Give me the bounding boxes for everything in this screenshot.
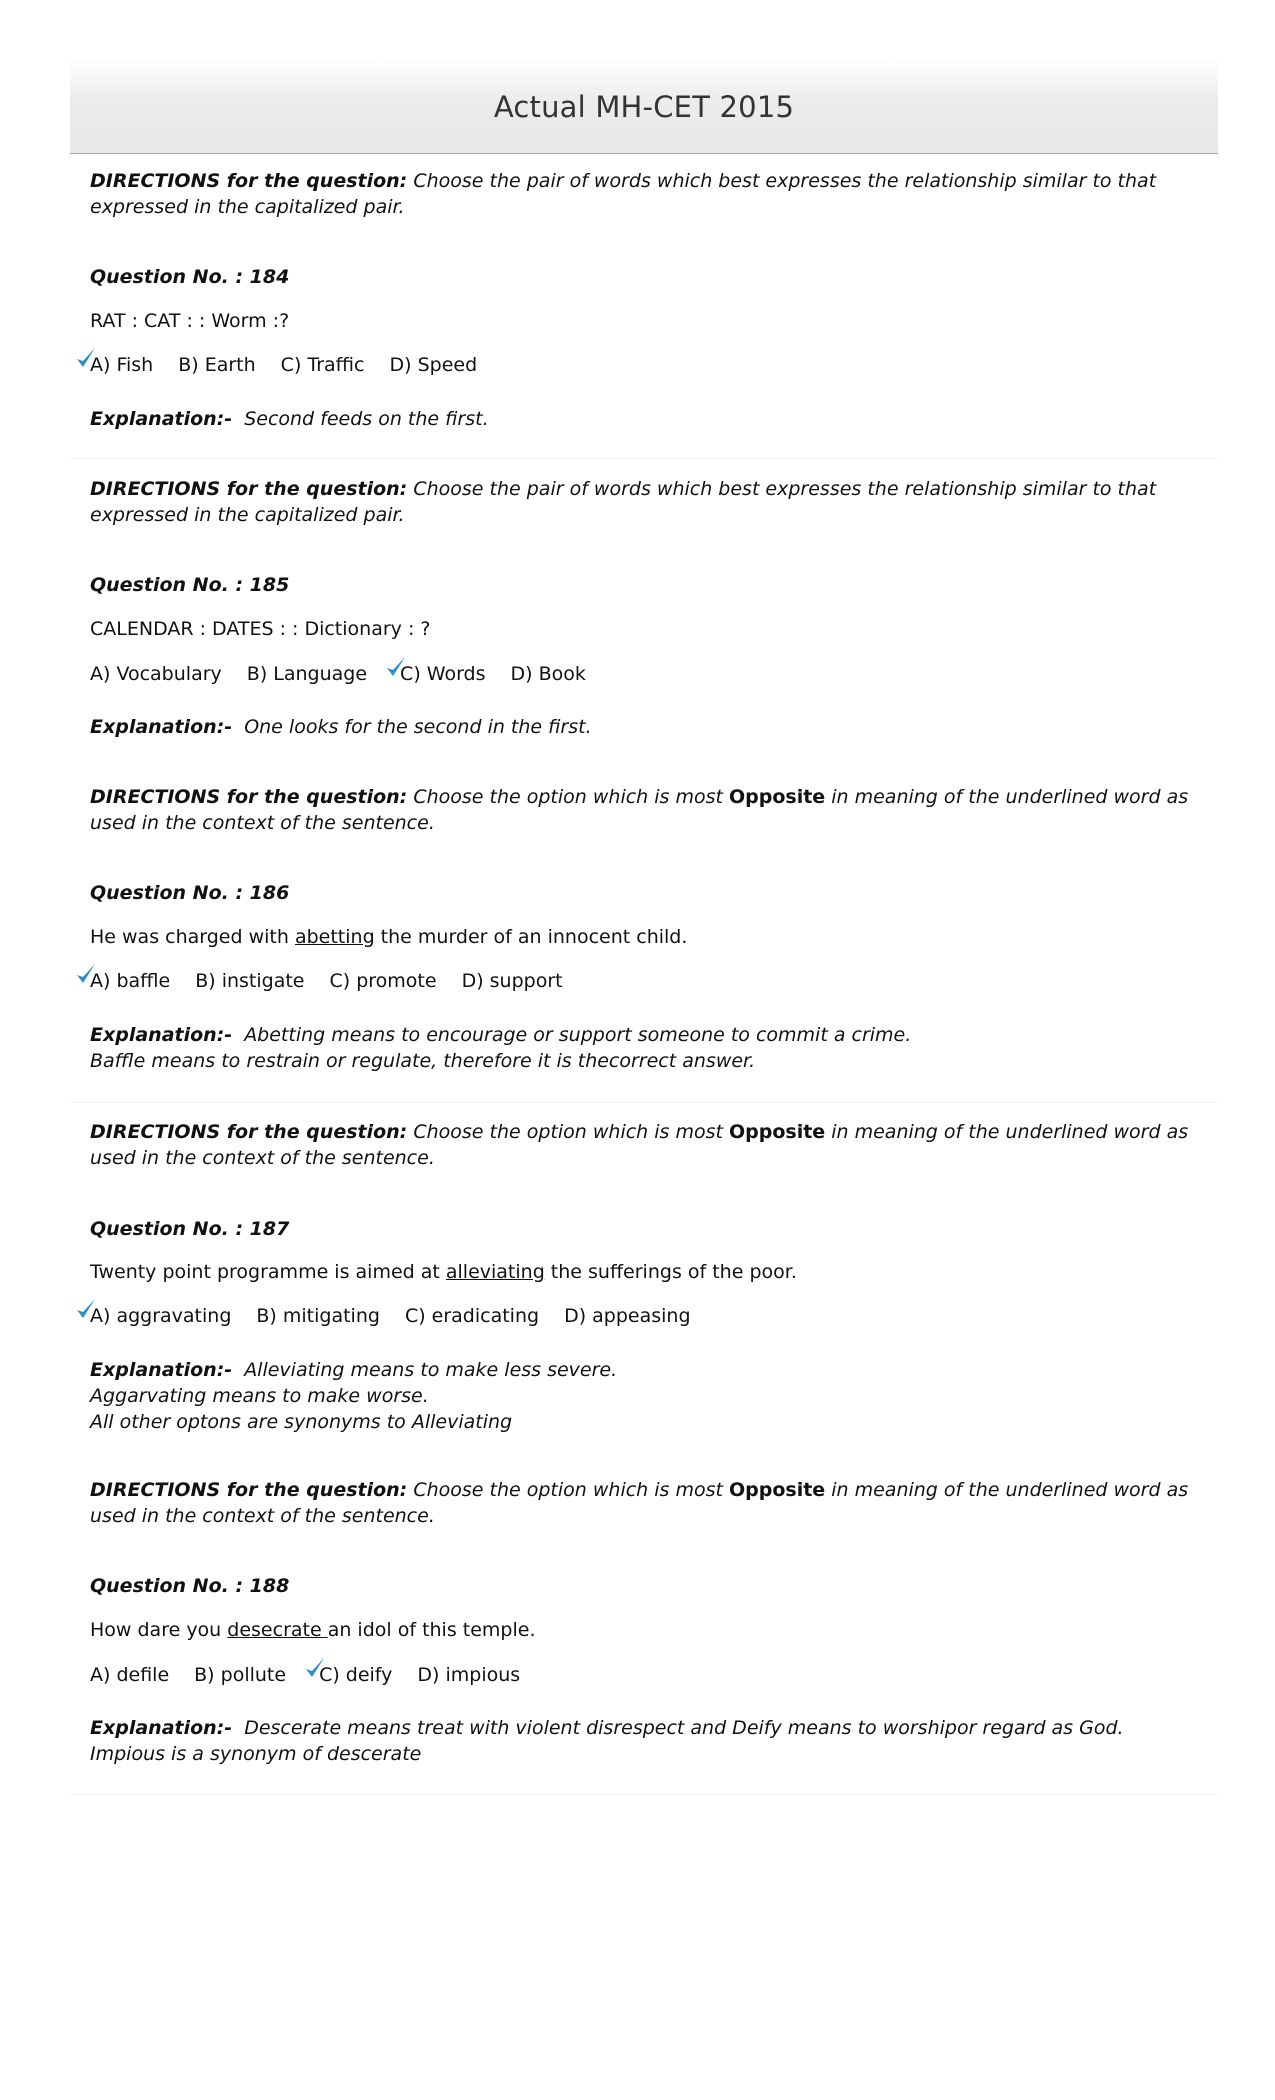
option-c xyxy=(281,354,365,376)
directions-label: DIRECTIONS for the question: xyxy=(90,786,408,808)
directions-text: Choose the pair of words which best expresses the relationship similar to that expressed in the capitalized pair. xyxy=(90,170,1157,218)
stem-text: Twenty point programme is aimed at xyxy=(90,1261,446,1283)
explanation xyxy=(90,1022,911,1074)
explanation-line: Descerate means treat with violent disrespect and Deify means to worshipor regard as God. xyxy=(244,1717,1124,1739)
answer-options xyxy=(90,970,588,992)
explanation-line-3: All other optons are synonyms to Alleviating xyxy=(90,1411,513,1433)
directions-text: in meaning of the underlined word as used in the context of the sentence. xyxy=(90,1121,1189,1169)
correct-check-icon xyxy=(75,962,97,986)
directions-keyword: Opposite xyxy=(729,1121,826,1143)
option-d xyxy=(462,970,563,992)
option-b xyxy=(178,354,255,376)
explanation-line-2: Baffle means to restrain or regulate, therefore it is thecorrect answer. xyxy=(90,1050,756,1072)
option-c xyxy=(319,1664,392,1686)
question-block-185 xyxy=(90,476,1200,738)
option-c xyxy=(405,1305,539,1327)
option-d xyxy=(564,1305,690,1327)
question-block-184 xyxy=(90,168,1200,430)
explanation-label: Explanation:- xyxy=(90,1024,233,1046)
option-a xyxy=(90,663,222,685)
option-d xyxy=(417,1664,520,1686)
stem-text: the murder of an innocent child. xyxy=(374,926,688,948)
directions xyxy=(90,1477,1200,1529)
explanation xyxy=(90,406,489,432)
question-number: Question No. : 186 xyxy=(90,882,290,904)
option-a xyxy=(90,970,170,992)
directions-label: DIRECTIONS for the question: xyxy=(90,170,408,192)
option-a xyxy=(90,354,153,376)
explanation-line: Alleviating means to make less severe. xyxy=(244,1359,618,1381)
directions-text: Choose the option which is most xyxy=(407,1121,729,1143)
option-label: B) mitigating xyxy=(256,1305,380,1327)
stem-text: How dare you xyxy=(90,1619,228,1641)
directions-text: Choose the pair of words which best expresses the relationship similar to that expressed in the capitalized pair. xyxy=(90,478,1157,526)
directions-text: Choose the option which is most xyxy=(407,1479,729,1501)
option-c xyxy=(400,663,485,685)
option-label: A) aggravating xyxy=(90,1305,232,1327)
question-number: Question No. : 188 xyxy=(90,1575,290,1597)
directions xyxy=(90,476,1200,528)
option-label: D) support xyxy=(461,970,563,992)
option-label: B) pollute xyxy=(194,1664,287,1686)
stem-text: the sufferings of the poor. xyxy=(544,1261,797,1283)
directions-keyword: Opposite xyxy=(729,786,826,808)
explanation-line: Abetting means to encourage or support someone to commit a crime. xyxy=(244,1024,912,1046)
question-number: Question No. : 185 xyxy=(90,574,290,596)
option-label: C) Traffic xyxy=(280,354,365,376)
option-label: A) Fish xyxy=(90,354,154,376)
explanation-label: Explanation:- xyxy=(90,1717,233,1739)
directions-keyword: Opposite xyxy=(729,1479,826,1501)
underlined-word: desecrate xyxy=(227,1619,328,1641)
stem-text: an idol of this temple. xyxy=(327,1619,536,1641)
option-label: A) baffle xyxy=(90,970,171,992)
option-label: B) Language xyxy=(246,663,368,685)
question-block-187 xyxy=(90,1119,1200,1433)
explanation xyxy=(90,1357,617,1435)
page-header xyxy=(70,58,1218,154)
answer-options xyxy=(90,1305,716,1327)
stem-text: He was charged with xyxy=(90,926,295,948)
option-b xyxy=(194,1664,286,1686)
question-number: Question No. : 184 xyxy=(90,266,290,288)
option-b xyxy=(256,1305,380,1327)
option-a xyxy=(90,1305,231,1327)
answer-options xyxy=(90,1664,545,1686)
explanation-label: Explanation:- xyxy=(90,408,233,430)
correct-check-icon xyxy=(385,655,407,679)
option-b xyxy=(247,663,367,685)
explanation-line-2: Aggarvating means to make worse. xyxy=(90,1385,429,1407)
explanation-line-2: Impious is a synonym of descerate xyxy=(90,1743,422,1765)
directions xyxy=(90,168,1200,220)
explanation xyxy=(90,714,592,740)
option-label: C) Words xyxy=(400,663,486,685)
question-block-188 xyxy=(90,1477,1200,1765)
directions-text: Choose the option which is most xyxy=(407,786,729,808)
underlined-word: alleviating xyxy=(445,1261,545,1283)
directions-text: in meaning of the underlined word as used in the context of the sentence. xyxy=(90,786,1189,834)
explanation-label: Explanation:- xyxy=(90,1359,233,1381)
question-stem xyxy=(90,1261,797,1283)
correct-check-icon xyxy=(304,1656,326,1680)
directions-label: DIRECTIONS for the question: xyxy=(90,1479,408,1501)
option-d xyxy=(511,663,586,685)
option-label: D) appeasing xyxy=(564,1305,691,1327)
option-c xyxy=(330,970,437,992)
question-block-186 xyxy=(90,784,1200,1072)
explanation xyxy=(90,1715,1124,1767)
page-title: Actual MH-CET 2015 xyxy=(493,90,795,124)
question-stem: RAT : CAT : : Worm :? xyxy=(90,310,290,332)
explanation-label: Explanation:- xyxy=(90,716,233,738)
explanation-line-1 xyxy=(90,1715,1124,1741)
question-divider xyxy=(70,458,1218,459)
option-a xyxy=(90,1664,169,1686)
option-label: C) eradicating xyxy=(404,1305,540,1327)
question-divider xyxy=(70,1102,1218,1103)
explanation-line: One looks for the second in the first. xyxy=(244,716,592,738)
option-label: C) deify xyxy=(319,1664,393,1686)
question-stem: CALENDAR : DATES : : Dictionary : ? xyxy=(90,618,431,640)
question-number: Question No. : 187 xyxy=(90,1218,290,1240)
option-label: A) defile xyxy=(90,1664,170,1686)
option-label: C) promote xyxy=(329,970,437,992)
option-label: D) Speed xyxy=(389,354,478,376)
question-divider xyxy=(70,1794,1218,1795)
question-stem xyxy=(90,1619,536,1641)
explanation-line-1 xyxy=(90,1022,911,1048)
directions xyxy=(90,784,1200,836)
answer-options xyxy=(90,663,611,685)
question-stem xyxy=(90,926,687,948)
option-label: D) Book xyxy=(510,663,586,685)
directions-label: DIRECTIONS for the question: xyxy=(90,478,408,500)
explanation-line: Second feeds on the first. xyxy=(244,408,489,430)
directions xyxy=(90,1119,1200,1171)
underlined-word: abetting xyxy=(294,926,375,948)
option-label: D) impious xyxy=(417,1664,521,1686)
option-label: A) Vocabulary xyxy=(90,663,222,685)
option-label: B) Earth xyxy=(178,354,256,376)
directions-label: DIRECTIONS for the question: xyxy=(90,1121,408,1143)
explanation-line-1 xyxy=(90,1357,617,1383)
correct-check-icon xyxy=(75,1297,97,1321)
answer-options xyxy=(90,354,502,376)
directions-text: in meaning of the underlined word as used in the context of the sentence. xyxy=(90,1479,1189,1527)
option-label: B) instigate xyxy=(195,970,305,992)
option-b xyxy=(195,970,304,992)
option-d xyxy=(389,354,477,376)
correct-check-icon xyxy=(75,346,97,370)
